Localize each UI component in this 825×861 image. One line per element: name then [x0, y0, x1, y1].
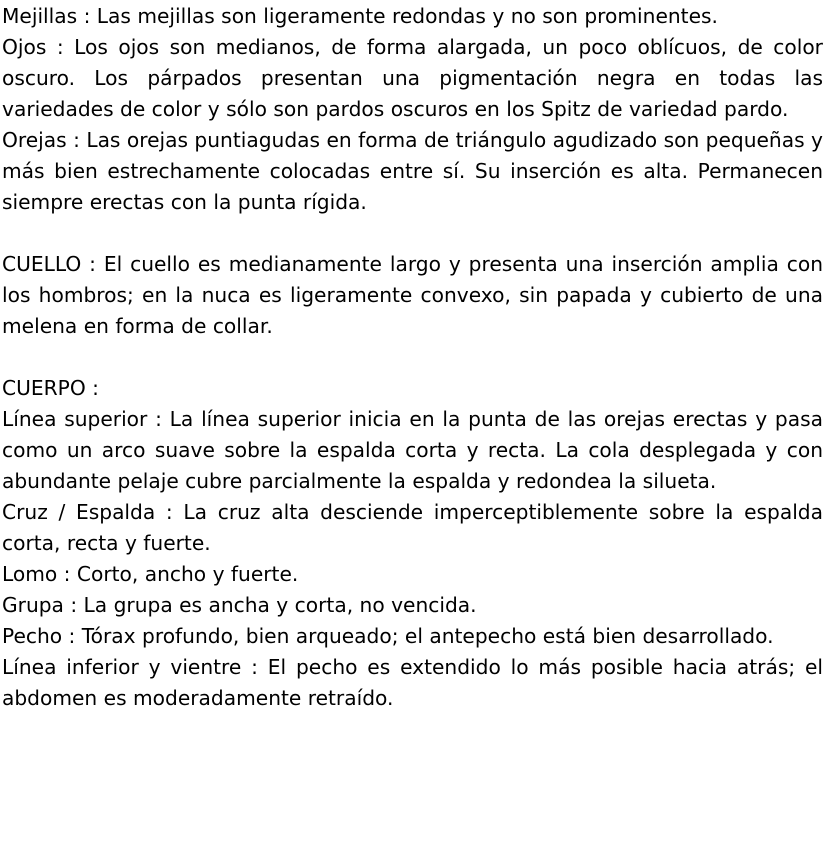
paragraph-cruz-espalda: Cruz / Espalda : La cruz alta desciende imperceptiblemente sobre la espalda corta, recta y fuerte. [2, 500, 823, 555]
paragraph-linea-superior: Línea superior : La línea superior inicia en la punta de las orejas erectas y pasa como un arco suave sobre la espalda corta y recta. La cola desplegada y con abundante pelaje cubre parcialmente la espalda y redondea la silueta. [2, 407, 823, 493]
paragraph-ojos: Ojos : Los ojos son medianos, de forma alargada, un poco oblícuos, de color oscuro. Los párpados presentan una pigmentación negra en todas las variedades de color y sólo son pardos oscuros en los Spitz de variedad pardo. [2, 35, 823, 121]
paragraph-grupa: Grupa : La grupa es ancha y corta, no vencida. [2, 593, 477, 617]
paragraph-pecho: Pecho : Tórax profundo, bien arqueado; el antepecho está bien desarrollado. [2, 624, 774, 648]
paragraph-cuello: CUELLO : El cuello es medianamente largo y presenta una inserción amplia con los hombros; en la nuca es ligeramente convexo, sin papada y cubierto de una melena en forma de collar. [2, 252, 823, 338]
section-heading-cuerpo: CUERPO : [2, 376, 99, 400]
paragraph-linea-inferior: Línea inferior y vientre : El pecho es extendido lo más posible hacia atrás; el abdomen es moderadamente retraído. [2, 655, 823, 710]
paragraph-lomo: Lomo : Corto, ancho y fuerte. [2, 562, 299, 586]
paragraph-mejillas: Mejillas : Las mejillas son ligeramente redondas y no son prominentes. [2, 4, 718, 28]
document-body [2, 1, 823, 714]
paragraph-spacer [2, 342, 823, 373]
paragraph-spacer [2, 218, 823, 249]
paragraph-orejas: Orejas : Las orejas puntiagudas en forma de triángulo agudizado son pequeñas y más bien estrechamente colocadas entre sí. Su inserción es alta. Permanecen siempre erectas con la punta rígida. [2, 128, 823, 214]
